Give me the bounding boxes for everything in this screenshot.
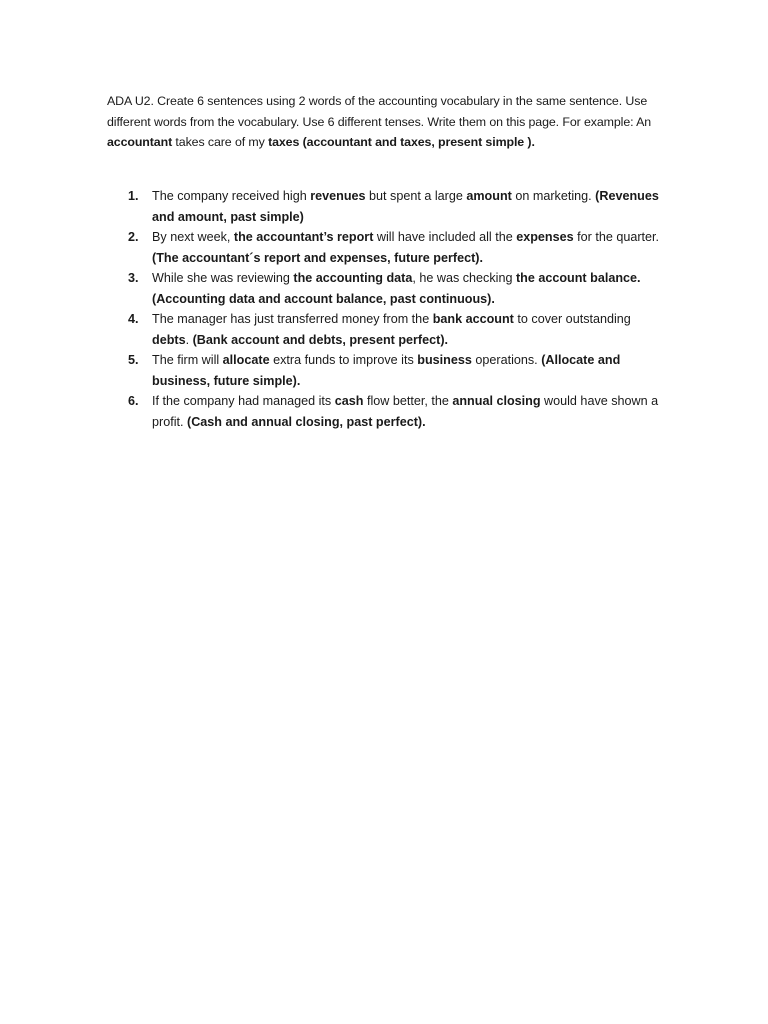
list-item (128, 309, 668, 350)
example-note: (accountant and taxes, present simple ). (299, 135, 535, 149)
sentence-list (128, 186, 668, 432)
item-text: The firm will (152, 353, 223, 367)
item-note: (Cash and annual closing, past perfect). (187, 414, 426, 429)
example-word-accountant: accountant (107, 135, 173, 149)
item-text: for the quarter. (573, 230, 660, 244)
list-item (128, 227, 668, 268)
item-note: (Bank account and debts, present perfect). (192, 332, 449, 347)
item-note: (Allocate and business, future simple). (152, 353, 621, 388)
item-text: on marketing. (511, 189, 596, 203)
item-number: 4. (128, 312, 139, 326)
instructions-paragraph (107, 91, 667, 153)
item-text: By next week, (152, 230, 234, 244)
item-number: 5. (128, 353, 139, 367)
item-text: While she was reviewing (152, 271, 294, 285)
vocab-word: amount (466, 189, 512, 203)
item-number: 3. (128, 271, 139, 285)
list-item (128, 391, 668, 432)
item-text: would have shown a profit. (152, 394, 659, 429)
list-item (128, 186, 668, 227)
vocab-word: expenses (516, 230, 574, 244)
item-note: (The accountant´s report and expenses, future perfect). (152, 250, 483, 265)
item-text: to cover outstanding (513, 312, 631, 326)
item-text: flow better, the (363, 394, 453, 408)
item-text: operations. (471, 353, 542, 367)
vocab-word: the account balance (515, 271, 638, 285)
instructions-text: ADA U2. Create 6 sentences using 2 words of the accounting vocabulary in the same sentence. Use different words from the vocabulary. Use 6 different tenses. Write them on this page. For example: An (107, 94, 652, 129)
vocab-word: allocate (222, 353, 270, 367)
item-number: 2. (128, 230, 139, 244)
item-text: but spent a large (365, 189, 467, 203)
vocab-word: business (417, 353, 472, 367)
item-number: 6. (128, 394, 139, 408)
item-text: The manager has just transferred money from the (152, 312, 433, 326)
instructions (107, 91, 667, 153)
item-text: . (185, 332, 193, 347)
vocab-word: cash (334, 394, 364, 408)
vocab-word: revenues (310, 189, 366, 203)
vocab-word: annual closing (452, 394, 541, 408)
item-text: . (637, 271, 641, 285)
vocab-word: the accounting data (293, 271, 413, 285)
item-text: The company received high (152, 189, 311, 203)
item-text: extra funds to improve its (269, 353, 418, 367)
item-text: , he was checking (412, 271, 516, 285)
item-note: (Revenues and amount, past simple) (152, 189, 659, 224)
vocab-word: the accountant’s report (233, 230, 374, 244)
list-item (128, 350, 668, 391)
item-number: 1. (128, 189, 139, 203)
item-text: will have included all the (373, 230, 517, 244)
item-text: If the company had managed its (152, 394, 335, 408)
list-item (128, 268, 668, 309)
example-word-taxes: taxes (268, 135, 300, 149)
instructions-mid-text: takes care of my (172, 135, 269, 149)
vocab-word: bank account (432, 312, 514, 326)
vocab-word: debts (152, 332, 186, 347)
item-note: (Accounting data and account balance, past continuous). (152, 291, 495, 306)
